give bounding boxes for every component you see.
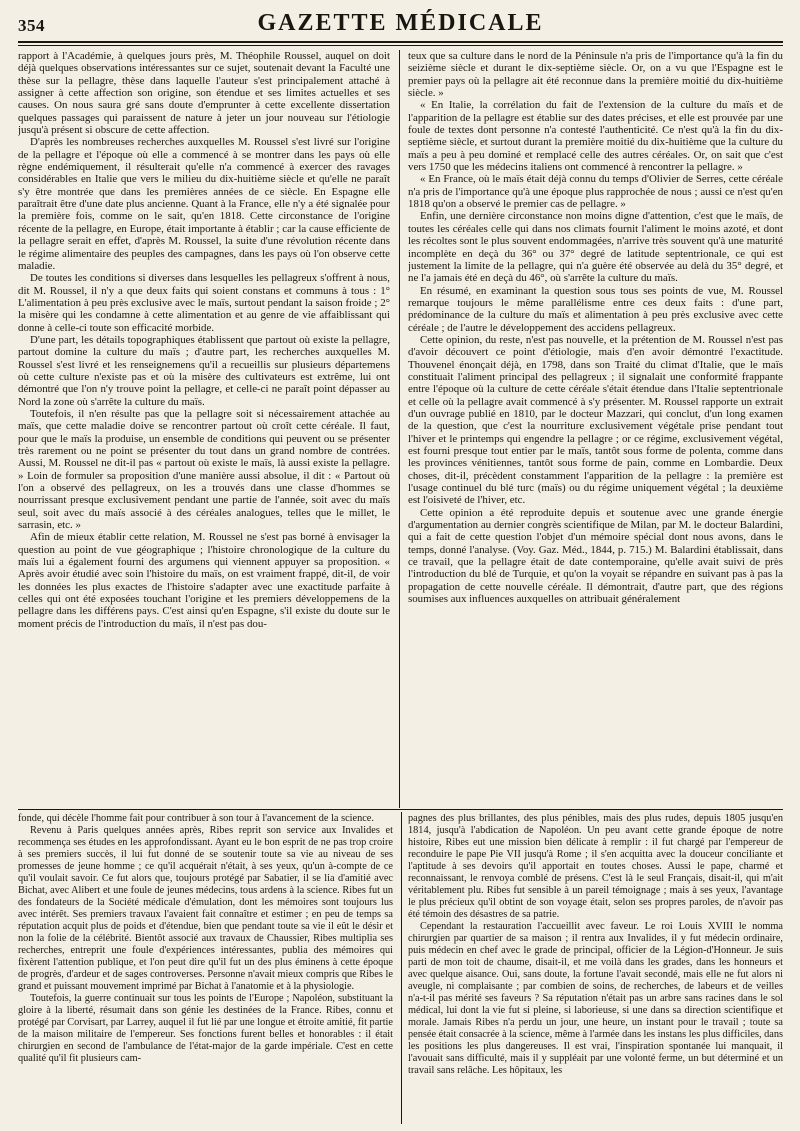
feuilleton-paragraph: Revenu à Paris quelques années après, Ribes reprit son service aux Invalides et recommença ses études en les approfondissant. Ayant eu le bon esprit de ne pas trop croire à ses premiers succès, il lui fut donné de se soutenir toute sa vie au niveau de ses promesses de jeune homme ; ce qu'il acquérait n'était, à ses yeux, qu'un à-compte de ce qu'il voulait savoir. Ce fut alors que, toujours protégé par Sabatier, il se lia d'amitié avec Bichat, avec Alibert et une foule de jeunes médecins, tous ardens à la science. Ribes fut un des fondateurs de la Société médicale d'émulation, dont les mémoires sont toujours lus avec intérêt. Ses premiers travaux l'avaient fait connaître et estimer ; en peu de temps sa réputation acquit plus de poids et d'étendue, bien que pendant toute sa vie il eût le désir et non la folie de la célébrité. Bientôt associé aux travaux de Chaussier, Ribes multiplia ses recherches, entreprit une foule d'expériences intéressantes, publia des mémoires qui fixèrent l'attention publique, et l'on peut dire qu'il fut un des plus éminens à cette époque de progrès, d'ardeur et de sages controverses. Personne n'avait mieux compris que Ribes le grand et puissant mouvement imprimé par Bichat à l'anatomie et à la physiologie. [18, 825, 393, 992]
article-paragraph: Toutefois, il n'en résulte pas que la pellagre soit si nécessairement attachée au maïs, que cette maladie doive se rencontrer partout où croît cette céréale. Il faut, pour que le maïs la produise, un ensemble de conditions qui peuvent ou se présenter très rarement ou ne point se présenter du tout dans un grand nombre de contrées. Aussi, M. Roussel ne dit-il pas « partout où existe le maïs, là aussi existe la pellagre. » Loin de formuler sa proposition d'une manière aussi absolue, il dit : « Partout où l'on a observé des pellagreux, on les a trouvés dans une classe d'hommes se nourrissant presque exclusivement pendant une partie de l'année, soit avec du maïs seul, soit avec du maïs associé à des céréales analogues, telles que le millet, le sarrasin, etc. » [18, 407, 390, 532]
column-divider [399, 50, 400, 808]
article-column-left [18, 50, 390, 808]
article-paragraph: D'une part, les détails topographiques établissent que partout où existe la pellagre, partout domine la culture du maïs ; d'autre part, les recherches auxquelles M. Roussel s'est livré et les renseignemens qu'il a recueillis sur plusieurs départemens où cette culture n'existe pas et où la misère des cultivateurs est extrême, lui ont démontré que l'on n'y trouve point la pellagre, et celle-ci ne paraît point dépasser au Nord la zone où s'arrête la culture du maïs. [18, 333, 390, 408]
feuilleton-paragraph: pagnes des plus brillantes, des plus pénibles, mais des plus rudes, depuis 1805 jusqu'en 1814, jusqu'à l'abdication de Napoléon. Un peu avant cette grande époque de notre histoire, Ribes eut une mission bien délicate à remplir : il fut chargé par l'empereur de reconduire le pape Pie VII jusqu'à Rome ; il s'en acquitta avec la douceur conciliante et l'aptitude à ses devoirs qu'il apportait en toutes choses. Aussi le pape, charmé et reconnaissant, le renvoya comblé de présens. C'est là le seul Français, disait-il, qui m'ait véritablement plu. Ribes fut sensible à un pareil témoignage ; mais à ses yeux, l'avantage le plus précieux qu'il obtint de son voyage était, selon ses propres paroles, de n'avoir pas été témoin des désastres de sa patrie. [408, 813, 783, 920]
article-paragraph: rapport à l'Académie, à quelques jours près, M. Théophile Roussel, auquel on doit déjà quelques observations intéressantes sur ce sujet, soutenait devant la Faculté une thèse sur la pellagre, thèse dans laquelle l'auteur s'est principalement attaché à assigner à cette affection son origine, son étendue et ses limites actuelles et ses causes. On nous saura gré sans doute d'emprunter à cette excellente dissertation quelques passages qui paraissent de nature à jeter un jour nouveau sur l'étiologie jusqu'à présent si obscure de cette affection. [18, 50, 390, 137]
article-paragraph: Afin de mieux établir cette relation, M. Roussel ne s'est pas borné à envisager la question au point de vue géographique ; l'histoire chronologique de la culture du maïs lui a également fourni des argumens qui viennent appuyer sa proposition. « Après avoir étudié avec soin l'histoire du maïs, on est vraiment frappé, dit-il, de voir les données les plus exactes de l'histoire s'adapter avec une exactitude parfaite à celles qui ont été exposées touchant l'origine et les premiers développemens de la pellagre dans les différens pays. C'est ainsi qu'en Espagne, s'il existe du doute sur le moment précis de l'introduction du maïs, il n'est pas dou- [18, 531, 390, 630]
journal-title: GAZETTE MÉDICALE [257, 10, 544, 36]
feuilleton-column-right [408, 813, 783, 1125]
feuilleton-paragraph: Toutefois, la guerre continuait sur tous les points de l'Europe ; Napoléon, substituant la gloire à la liberté, résumait dans son génie les destinées de la France. Ribes, connu et protégé par Corvisart, par Larrey, auquel il fut lié par une longue et étroite amitié, fit partie de la maison militaire de l'empereur. Ses fonctions furent belles et honorables : il était chirurgien en second de l'ambulance de l'état-major de la garde impériale. C'est en cette qualité qu'il fit plusieurs cam- [18, 993, 393, 1064]
feuilleton-column-left [18, 813, 393, 1125]
article-paragraph: En résumé, en examinant la question sous tous ses points de vue, M. Roussel remarque toujours le même parallélisme entre ces deux faits : d'une part, prédominance de la culture du maïs et alimentation à peu près exclusive avec cette céréale ; de l'autre le développement des accidens pellagreux. [408, 284, 783, 334]
article-paragraph: teux que sa culture dans le nord de la Péninsule n'a pris de l'importance qu'à la fin du seizième siècle et durant le dix-septième siècle. Or, on a vu que l'Espagne est le premier pays où la pellagre ait été reconnue dans la première moitié du dix-huitième siècle. » [408, 50, 783, 100]
feuilleton-column-divider [401, 812, 402, 1124]
article-paragraph: Enfin, une dernière circonstance non moins digne d'attention, c'est que le maïs, de toutes les céréales celle qui dans nos climats fournit l'aliment le moins azoté, et dont les récoltes sont le plus souvent endommagées, n'arrive très souvent qu'à une maturité incomplète en deçà du 36° ou 37° degré de latitude septentrionale, ce qui est justement la limite de la pellagre, qui n'a guère été observée au delà du 35° degré, et ne l'a jamais été en deçà du 46°, où s'arrête la culture du maïs. [408, 210, 783, 285]
article-paragraph: Cette opinion a été reproduite depuis et soutenue avec une grande énergie d'argumentation au dernier congrès scientifique de Milan, par M. le docteur Balardini, qui a fait de cette question l'objet d'un mémoire spécial dont nous avons, dans le temps, donné l'analyse. (Voy. Gaz. Méd., 1844, p. 715.) M. Balardini établissait, dans ce travail, que la pellagre était de date contemporaine, qu'elle avait suivi de près l'introduction du blé de Turquie, et qu'on la voyait se répandre en suivant pas à pas la propagation de cette nouvelle céréale. Il démontrait, d'autre part, que des régions soumises aux influences auxquelles on attribuait généralement [408, 506, 783, 606]
page-header [18, 8, 783, 42]
feuilleton-separator [18, 809, 783, 810]
header-rule [18, 41, 783, 43]
article-paragraph: « En France, où le maïs était déjà connu du temps d'Olivier de Serres, cette céréale n'a pris de l'importance qu'à une époque plus rapprochée de nous ; aussi ce n'est qu'en 1818 qu'on a observé le premier cas de pellagre. » [408, 173, 783, 211]
article-paragraph: Cette opinion, du reste, n'est pas nouvelle, et la prétention de M. Roussel n'est pas d'avoir découvert ce point d'étiologie, mais d'en avoir démontré l'exactitude. Thouvenel énonçait déjà, en 1798, dans son Traité du climat d'Italie, que le maïs constituait l'aliment principal des pellagreux ; il signalait une conformité frappante entre l'époque où la culture de cette céréale s'était étendue dans l'Italie septentrionale et celle où la pellagre avait commencé à s'y présenter. M. Roussel rapporte un extrait d'un ouvrage publié en 1810, par le docteur Mazzari, qui conclut, d'un long examen de la question, que c'est la nourriture exclusivement végétale prise pendant tout l'hiver et le printemps qui engendre la pellagre ; or ce régime, exclusivement végétal, est fourni presque tout entier par le maïs, tantôt sous forme de polenta, comme dans les provinces vénitiennes, tantôt sous forme de pain, comme en Lombardie. Deux choses, dit-il, précèdent constamment l'apparition de la pellagre : la première est l'usage continuel du blé turc (maïs) ou du régime uniquement végétal ; la deuxième est l'oisiveté de l'hiver, etc. [408, 333, 783, 507]
article-column-right [408, 50, 783, 808]
feuilleton-paragraph: fonde, qui décèle l'homme fait pour contribuer à son tour à l'avancement de la science. [18, 813, 374, 824]
feuilleton-paragraph: Cependant la restauration l'accueillit avec faveur. Le roi Louis XVIII le nomma chirurgien par quartier de sa maison ; il rentra aux Invalides, il y fut médecin ordinaire, puis médecin en chef avec le grade de principal, officier de la Légion-d'Honneur. Je suis parti de mon toit de chaume, disait-il, et me voilà dans les grades, dans les honneurs et avec quelque aisance. Oui, sans doute, la fortune l'avait secondé, mais elle ne fut alors ni aveugle, ni complaisante ; par combien de soins, de recherches, de labeurs et de veilles n'a-t-il pas mérité ses faveurs ? Sa réputation n'était pas un arbre sans racines dans le sol médical, lui dont la vie fut si pleine, si laborieuse, si une dans sa direction scientifique et morale. Jamais Ribes n'a perdu un jour, une heure, un instant pour le travail ; toute sa pensée était consacrée à la science, même à l'armée dans les instans les plus difficiles, dans les positions les plus dangereuses. Il est vrai, l'inspiration spontanée lui manquait, il l'avouait sans difficulté, mais il y suppléait par une volonté ferme, un but déterminé et un travail sans relâche. Les hôpitaux, les [408, 921, 783, 1076]
article-paragraph: D'après les nombreuses recherches auxquelles M. Roussel s'est livré sur l'origine de la pellagre et l'époque où elle a commencé à se montrer dans les pays où elle règne endémiquement, il résulterait qu'elle n'a commencé à exercer des ravages considérables en Italie que vers le milieu du dix-huitième siècle et qu'elle ne paraît s'y être montrée que dans les premières années de ce siècle. En Espagne elle paraîtrait être d'une date plus ancienne. Quant à la France, elle n'y a été signalée pour la première fois, comme on le sait, qu'en 1818. Cette circonstance de l'origine récente de la pellagre, en Europe, était importante à établir ; car la cause efficiente de la pellagre serait en effet, d'après M. Roussel, la suite d'une révolution récente dans le régime alimentaire des peuples des campagnes, dans les pays où l'on observe cette maladie. [18, 136, 390, 272]
article-paragraph: De toutes les conditions si diverses dans lesquelles les pellagreux s'offrent à nous, dit M. Roussel, il n'y a que deux faits qui soient constans et communs à tous : 1° L'alimentation à peu près exclusive avec le maïs, surtout pendant la saison froide ; 2° la misère qui les condamne à cette alimentation et au genre de vie affaiblissant qui donne à celle-ci toute son efficacité morbide. [18, 272, 390, 334]
header-rule-thin [18, 45, 783, 46]
page-number: 354 [18, 16, 45, 35]
article-paragraph: « En Italie, la corrélation du fait de l'extension de la culture du maïs et de l'apparition de la pellagre est établie sur des dates précises, et elle est prouvée par une foule de textes dont personne n'a contesté l'authenticité. Ce n'est qu'à la fin du dix-septième siècle, et surtout durant la première moitié du dix-huitième que la culture du maïs a peu à peu dominé et remplacé celle des autres céréales. Or, on sait que c'est vers 1750 que les médecins italiens ont commencé à rencontrer la pellagre. » [408, 99, 783, 174]
